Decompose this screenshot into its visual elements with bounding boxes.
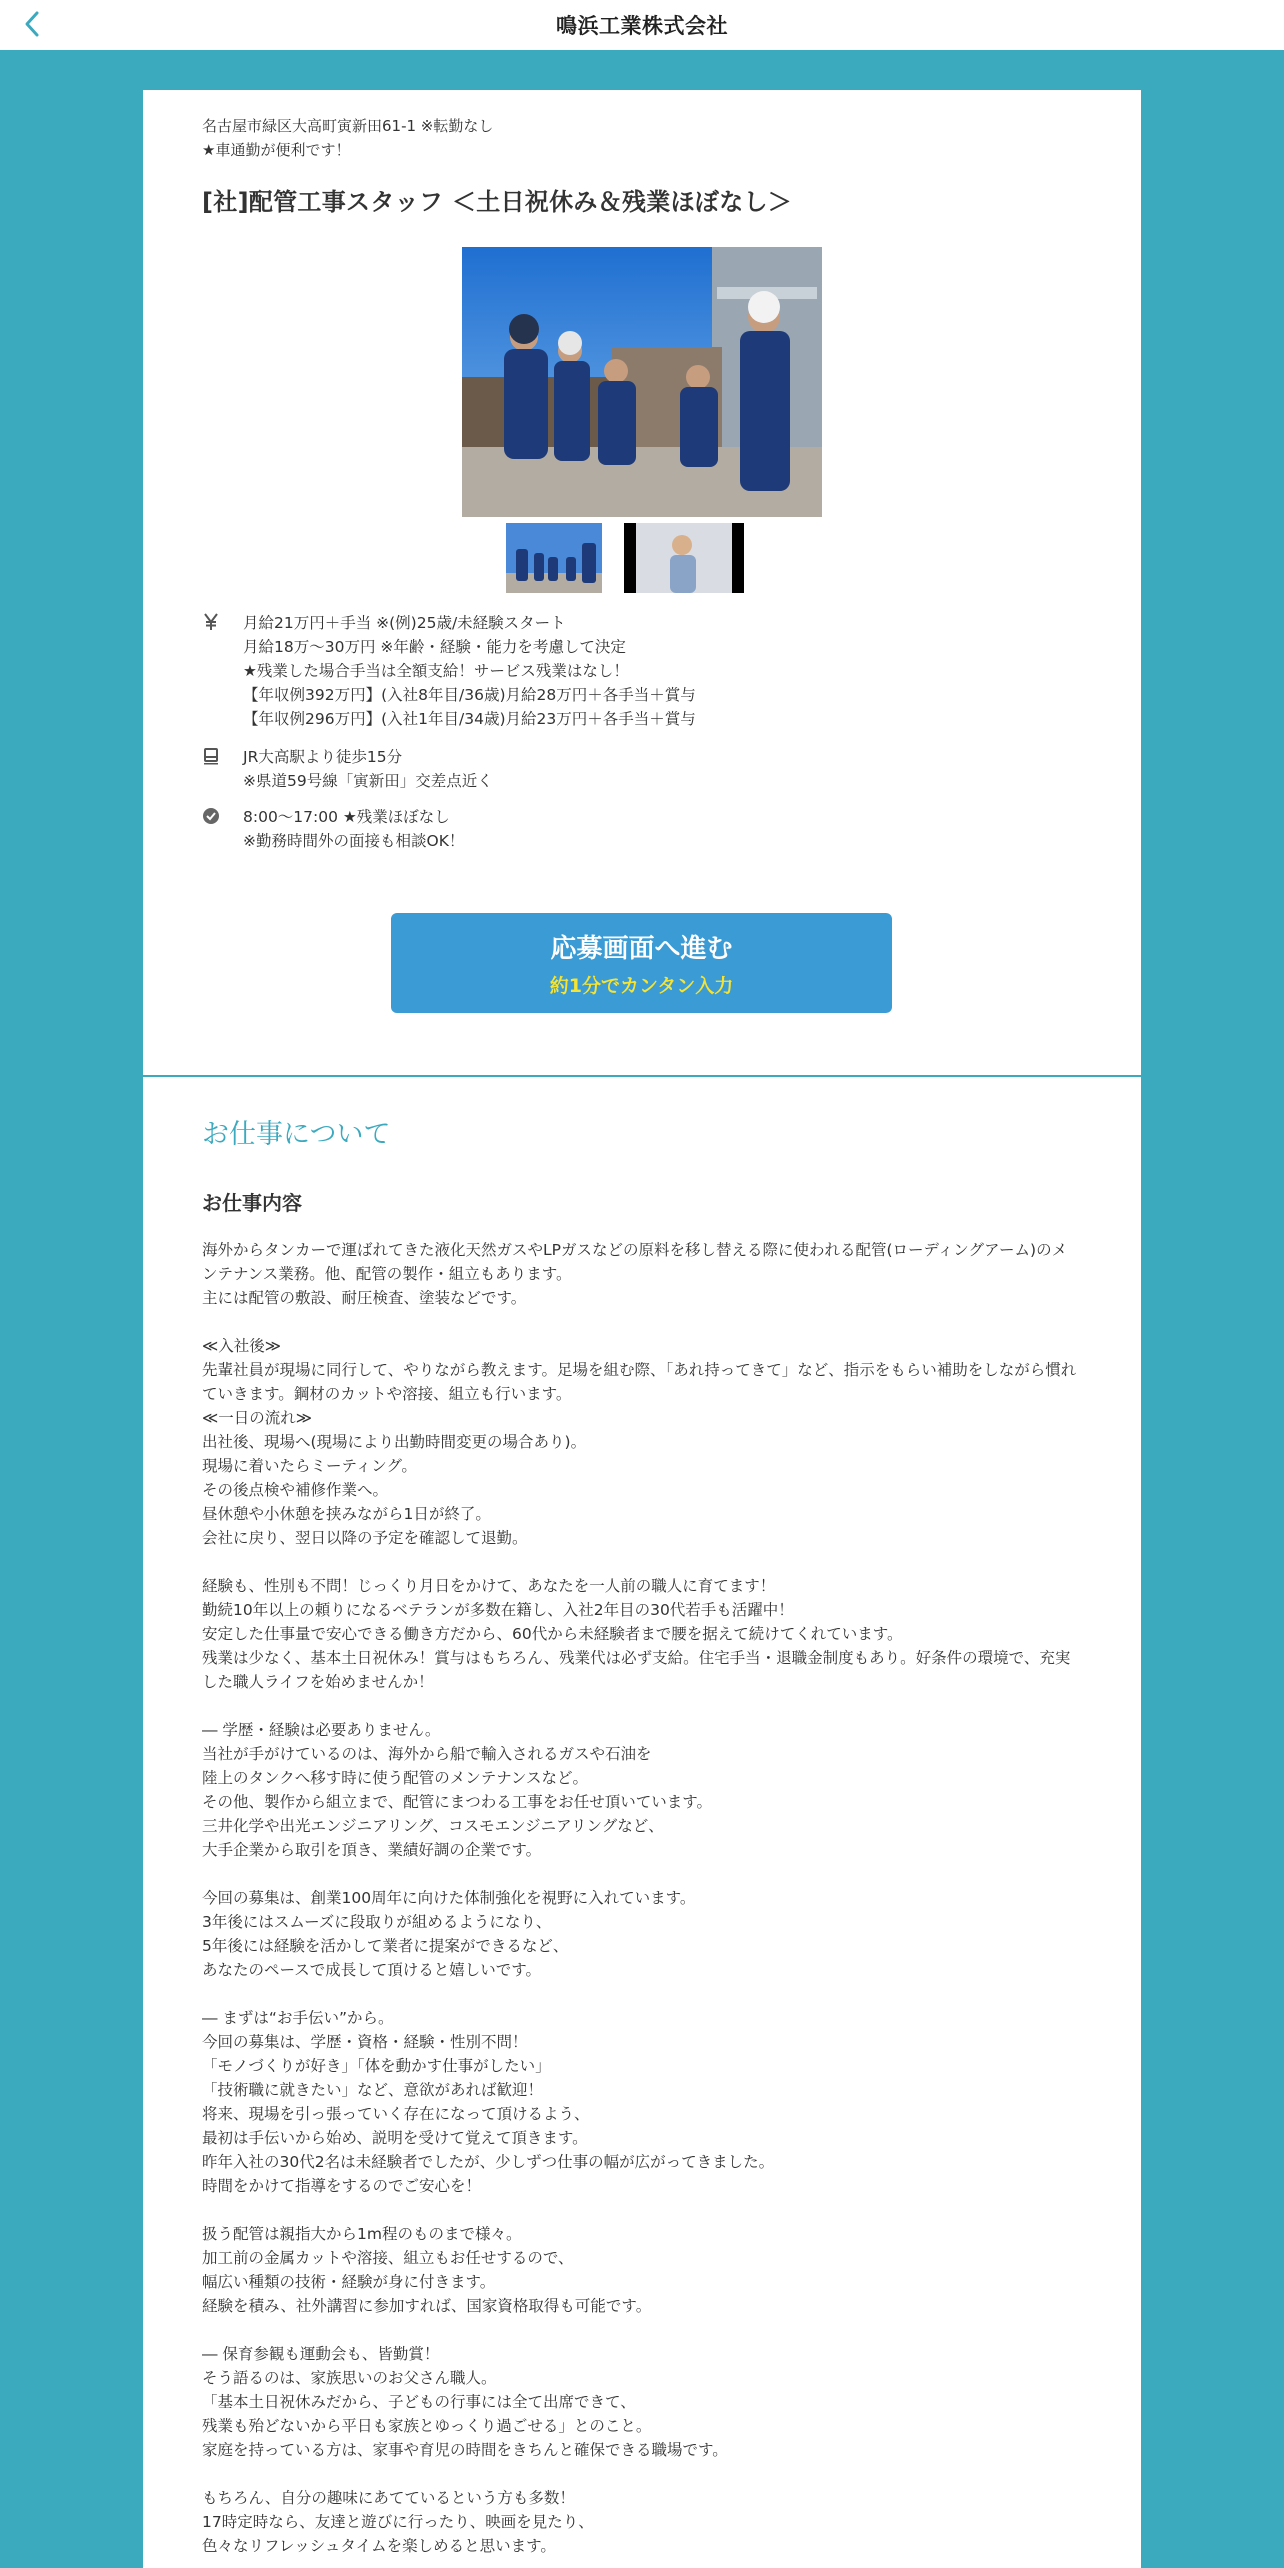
salary-line: 【年収例392万円】(入社8年目/36歳)月給28万円＋各手当＋賞与 bbox=[243, 686, 696, 704]
job-address bbox=[202, 114, 1081, 162]
access-info bbox=[202, 745, 1081, 793]
salary-line: 月給21万円＋手当 ※(例)25歳/未経験スタート bbox=[243, 614, 566, 632]
top-bar bbox=[0, 0, 1284, 50]
section-divider bbox=[143, 1075, 1141, 1077]
address-line: 名古屋市緑区大高町寅新田61-1 ※転勤なし bbox=[202, 117, 494, 135]
main-photo[interactable] bbox=[462, 247, 822, 517]
salary-line: ★残業した場合手当は全額支給！サービス残業はなし！ bbox=[243, 662, 629, 680]
train-icon bbox=[202, 747, 220, 765]
access-line: ※県道59号線「寅新田」交差点近く bbox=[243, 772, 493, 790]
about-heading: お仕事について bbox=[202, 1119, 391, 1150]
hours-info bbox=[202, 805, 1081, 853]
chevron-left-icon bbox=[22, 10, 42, 38]
access-line: JR大高駅より徒歩15分 bbox=[243, 748, 403, 766]
apply-button[interactable] bbox=[391, 913, 892, 1013]
job-summary bbox=[143, 90, 1141, 1013]
salary-line: 月給18万～30万円 ※年齢・経験・能力を考慮して決定 bbox=[243, 638, 626, 656]
salary-info bbox=[202, 611, 1081, 731]
apply-button-label: 応募画面へ進む bbox=[550, 934, 733, 964]
job-card bbox=[143, 90, 1141, 2568]
job-description-heading: お仕事内容 bbox=[202, 1191, 302, 1215]
company-name: 鳴浜工業株式会社 bbox=[556, 14, 728, 38]
job-title: [社]配管工事スタッフ ＜土日祝休み＆残業ほぼなし＞ bbox=[202, 188, 793, 216]
hours-line: 8:00～17:00 ★残業ほぼなし bbox=[243, 808, 450, 826]
back-button[interactable] bbox=[14, 6, 50, 42]
job-description-text: 海外からタンカーで運ばれてきた液化天然ガスやLPガスなどの原料を移し替える際に使われる配管(ローディングアーム)のメンテナンス業務。他、配管の製作・組立もあります。 主には配管の敷設、耐圧検査、塗装などです。 ≪入社後≫ 先輩社員が現場に同行して、やりながら教えます。足場を組む際、「あれ持ってきて」など、指示をもらい補助をしながら慣れていきます。鋼材のカットや溶接、組立も行います。 ≪一日の流れ≫ 出社後、現場へ(現場により出勤時間変更の場合あり)。 現場に着いたらミーティング。 その後点検や補修作業へ。 昼休憩や小休憩を挟みながら1日が終了。 会社に戻り、翌日以降の予定を確認して退勤。 経験も、性別も不問！じっくり月日をかけて、あなたを一人前の職人に育てます！ 勤続10年以上の頼りになるベテランが多数在籍し、入社2年目の30代若手も活躍中！ 安定した仕事量で安心できる働き方だから、60代から未経験者まで腰を据えて続けてくれています。 残業は少なく、基本土日祝休み！賞与はもちろん、残業代は必ず支給。住宅手当・退職金制度もあり。好条件の環境で、充実した職人ライフを始めませんか！ ― 学歴・経験は必要ありません。 当社が手がけているのは、海外から船で輸入されるガスや石油を 陸上のタンクへ移す時に使う配管のメンテナンスなど。 その他、製作から組立まで、配管にまつわる工事をお任せ頂いています。 三井化学や出光エンジニアリング、コスモエンジニアリングなど、 大手企業から取引を頂き、業績好調の企業です。 今回の募集は、創業100周年に向けた体制強化を視野に入れています。 3年後にはスムーズに段取りが組めるようになり、 5年後には経験を活かして業者に提案ができるなど、 あなたのペースで成長して頂けると嬉しいです。 ― まずは“お手伝い”から。 今回の募集は、学歴・資格・経験・性別不問！ 「モノづくりが好き」「体を動かす仕事がしたい」 「技術職に就きたい」など、意欲があれば歓迎！ 将来、現場を引っ張っていく存在になって頂けるよう、 最初は手伝いから始め、説明を受けて覚えて頂きます。 昨年入社の30代2名は未経験者でしたが、少しずつ仕事の幅が広がってきました。 時間をかけて指導をするのでご安心を！ 扱う配管は親指大から1m程のものまで様々。 加工前の金属カットや溶接、組立もお任せするので、 幅広い種類の技術・経験が身に付きます。 経験を積み、社外講習に参加すれば、国家資格取得も可能です。 ― 保育参観も運動会も、皆勤賞！ そう語るのは、家族思いのお父さん職人。 「基本土日祝休みだから、子どもの行事には全て出席できて、 残業も殆どないから平日も家族とゆっくり過ごせる」とのこと。 家庭を持っている方は、家事や育児の時間をきちんと確保できる職場です。 もちろん、自分の趣味にあてているという方も多数！ 17時定時なら、友達と遊びに行ったり、映画を見たり、 色々なリフレッシュタイムを楽しめると思います。 bbox=[202, 1241, 1077, 2555]
about-section bbox=[202, 1112, 1082, 2558]
commute-note: ★車通勤が便利です！ bbox=[202, 141, 351, 159]
thumbnail-2[interactable] bbox=[624, 523, 744, 593]
yen-icon bbox=[202, 613, 220, 631]
photo-thumbnails bbox=[202, 523, 1081, 593]
clock-check-icon bbox=[202, 807, 220, 825]
hours-line: ※勤務時間外の面接も相談OK！ bbox=[243, 832, 465, 850]
thumbnail-1[interactable] bbox=[506, 523, 602, 593]
salary-line: 【年収例296万円】(入社1年目/34歳)月給23万円＋各手当＋賞与 bbox=[243, 710, 696, 728]
apply-button-sublabel: 約1分でカンタン入力 bbox=[549, 975, 734, 997]
